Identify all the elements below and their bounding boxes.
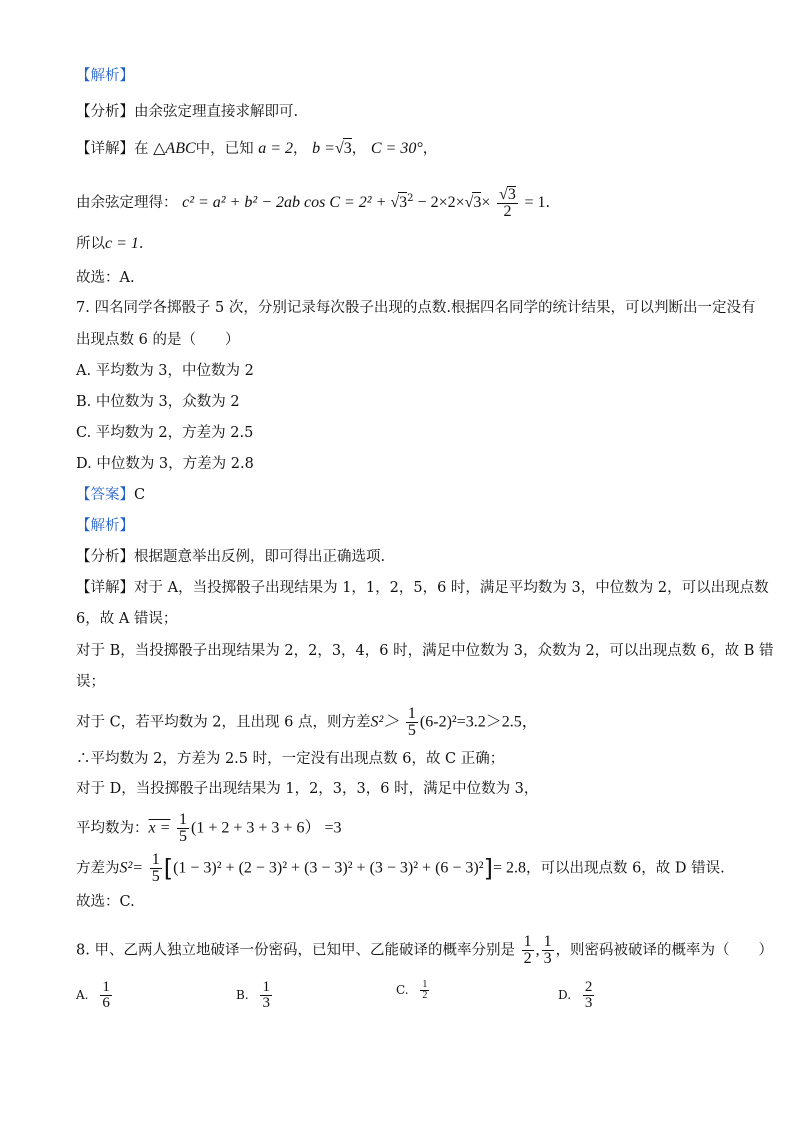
q6-detail-pre: 在 [134, 141, 149, 157]
q7-detail-c-pre: 对于 C，若平均数为 2，且出现 6 点，则方差 [76, 714, 371, 731]
q6-law-of-cosines: 由余弦定理得： c² = a² + b² − 2ab $\cos C = 2^2 + √3^2 - 2\times 2\times√3\times$ $\frac{√3}{2}$ = 1. [76, 186, 551, 220]
q8-sep: , [535, 941, 540, 959]
q6-fenxi-text: 由余弦定理直接求解即可. [134, 104, 299, 120]
var-post: = 2.8 [492, 859, 526, 877]
q7-fenxi-text: 根据题意举出反例，即可得出正确选项. [134, 549, 386, 565]
q7-detail-b2-text: 误； [76, 674, 105, 690]
q7-option-d [76, 454, 254, 474]
frac-den: 3 [262, 995, 270, 1011]
law-frac-num: 3 [507, 186, 516, 203]
q8-option-d [558, 980, 596, 1011]
q6-conclusion: 所以c = 1. [76, 235, 144, 252]
q7-opt-d-text: D. 中位数为 3，方差为 2.8 [76, 456, 254, 472]
opt-label: D. [558, 988, 572, 1002]
frac-den: 5 [179, 828, 188, 845]
frac-num: 1 [102, 979, 110, 995]
q8-option-b [236, 980, 274, 1011]
fenxi-tag: 【分析】 [76, 549, 134, 565]
frac-num: 1 [543, 933, 552, 950]
cond-c: C = 30° [370, 140, 423, 157]
q7-detail-c1 [76, 706, 538, 739]
opt-label: A. [76, 988, 89, 1002]
var-frac [150, 852, 162, 885]
q7-analysis-header [76, 516, 134, 536]
var-s: S²= [119, 859, 144, 877]
frac-num: 1 [262, 979, 270, 995]
q8-opt-b-frac [260, 980, 272, 1011]
q8-stem-pre: 8. 甲、乙两人独立地破译一份密码，已知甲、乙能破译的概率分别是 [76, 942, 515, 959]
q7-detail-c2-text: ∴平均数为 2，方差为 2.5 时，一定没有出现点数 6，故 C 正确； [76, 751, 505, 767]
analysis-tag: 【解析】 [76, 68, 134, 84]
frac-num: 1 [179, 811, 188, 828]
q7-opt-c-text: C. 平均数为 2，方差为 2.5 [76, 425, 254, 441]
q6-choose-text: 故选：A. [76, 270, 135, 286]
q7-detail-a2-text: 6，故 A 错误； [76, 611, 178, 627]
frac-den: 5 [151, 868, 160, 885]
q6-analysis-header [76, 66, 134, 86]
q7-stem-line1 [76, 298, 756, 318]
q8-stem [76, 934, 773, 967]
fenxi-tag: 【分析】 [76, 104, 134, 120]
q7-detail-b1 [76, 641, 773, 661]
mean-x: x = [148, 819, 171, 837]
q7-answer [76, 485, 145, 505]
q7-detail-a1 [76, 578, 769, 598]
frac-den: 3 [584, 995, 593, 1011]
q7-detail-d1-text: 对于 D，当投掷骰子出现结果为 1，2，3，3，6 时，满足中位数为 3， [76, 781, 539, 797]
so-text: 所以 [76, 236, 105, 252]
q6-detail: 【详解】在 △ABC中，已知 a = 2， b =√3， C = 30°， [76, 140, 438, 157]
q7-option-c [76, 423, 253, 443]
q7-opt-a-text: A. 平均数为 3，中位数为 2 [76, 363, 254, 379]
q7-option-b [76, 392, 240, 412]
q7-detail-c2 [76, 749, 504, 769]
q7-detail-c-frac [406, 706, 418, 739]
q7-option-a [76, 361, 254, 381]
frac-den: 5 [407, 722, 416, 739]
q7-stem-line2 [76, 330, 239, 350]
q8-opt-c-frac [420, 980, 429, 1001]
q7-detail-d1 [76, 779, 538, 799]
var-body: (1 − 3)² + (2 − 3)² + (3 − 3)² + (3 − 3)² + (6 − 3)² [173, 859, 484, 877]
q6-fenxi [76, 102, 298, 122]
q7-answer-value: C [134, 487, 146, 503]
frac-num: 1 [422, 979, 428, 990]
frac-num: 1 [151, 851, 160, 868]
mean-post: (1 + 2 + 3 + 3 + 6） =3 [191, 819, 342, 837]
frac-num: 2 [584, 979, 593, 995]
q7-detail-c-s: S²＞ [370, 713, 400, 731]
law-formula-end: = 1 [524, 194, 546, 211]
q6-detail-mid: 中，已知 [195, 141, 254, 157]
law-pre: 由余弦定理得： [76, 195, 178, 211]
answer-tag: 【答案】 [76, 487, 134, 503]
q8-option-c [396, 980, 431, 1001]
q7-stem-text2: 出现点数 6 的是（ ） [76, 332, 240, 348]
triangle-abc: △ABC [153, 140, 196, 157]
q8-opt-d-frac [583, 980, 595, 1011]
xiangjie-tag: 【详解】 [76, 141, 134, 157]
so-eq: c = 1 [105, 235, 139, 252]
q7-detail-a1-text: 对于 A，当投掷骰子出现结果为 1，1，2，5，6 时，满足平均数为 3，中位数为 2，可以出现点数 [134, 580, 769, 596]
mean-pre: 平均数为： [76, 820, 149, 837]
frac-den: 3 [543, 950, 552, 967]
law-frac-den: 2 [503, 203, 512, 220]
q6-choose [76, 268, 135, 288]
xiangjie-tag: 【详解】 [76, 580, 134, 596]
q8-p2-frac [542, 934, 554, 967]
q7-stem-text1: 7. 四名同学各掷骰子 5 次，分别记录每次骰子出现的点数.根据四名同学的统计结果，可以判断出一定没有 [76, 300, 756, 316]
q7-detail-b2 [76, 672, 105, 692]
cond-b-radicand: 3 [343, 140, 352, 157]
cond-a: a = 2 [258, 140, 294, 157]
var-tail: ，可以出现点数 6，故 D 错误. [525, 860, 725, 877]
frac-num: 1 [523, 933, 532, 950]
q8-stem-post: ，则密码被破译的概率为（ ） [555, 942, 774, 959]
opt-label: C. [396, 983, 409, 997]
q7-choose-text: 故选：C. [76, 894, 135, 910]
q7-opt-b-text: B. 中位数为 3，众数为 2 [76, 394, 240, 410]
cond-b-pre: b = [312, 140, 335, 157]
frac-den: 2 [523, 950, 532, 967]
frac-num: 1 [407, 705, 416, 722]
q7-fenxi [76, 547, 385, 567]
q7-detail-c-post: (6-2)²=3.2＞2.5， [419, 713, 538, 731]
q8-option-a [76, 980, 114, 1011]
law-times: × [481, 194, 491, 211]
frac-den: 6 [102, 995, 110, 1011]
q8-p1-frac [522, 934, 534, 967]
q7-mean [76, 812, 341, 845]
q7-detail-a2 [76, 609, 177, 629]
law-fraction: $\frac{√3}{2}$ [499, 186, 516, 220]
law-formula-left: c² = a² + b² − 2ab cos C = 2² + [182, 194, 391, 211]
q7-detail-b1-text: 对于 B，当投掷骰子出现结果为 2，2，3，4，6 时，满足中位数为 3，众数为 2，可以出现点数 6，故 B 错 [76, 643, 774, 659]
frac-den: 2 [422, 990, 428, 1001]
mean-frac [177, 812, 189, 845]
q7-choose [76, 892, 135, 912]
var-pre: 方差为 [76, 860, 120, 877]
law-formula-mid: − 2×2× [413, 194, 465, 211]
q7-variance: 方差为S²= $\frac{1}{5}$ [(1 − 3)² + (2 − 3)² + (3 − 3)² + (3 − 3)² + (6 − 3)²]= 2.8，可以出现点数 6，故 D 错误. [76, 851, 725, 885]
analysis-tag: 【解析】 [76, 518, 134, 534]
q8-opt-a-frac [100, 980, 112, 1011]
opt-label: B. [236, 988, 249, 1002]
